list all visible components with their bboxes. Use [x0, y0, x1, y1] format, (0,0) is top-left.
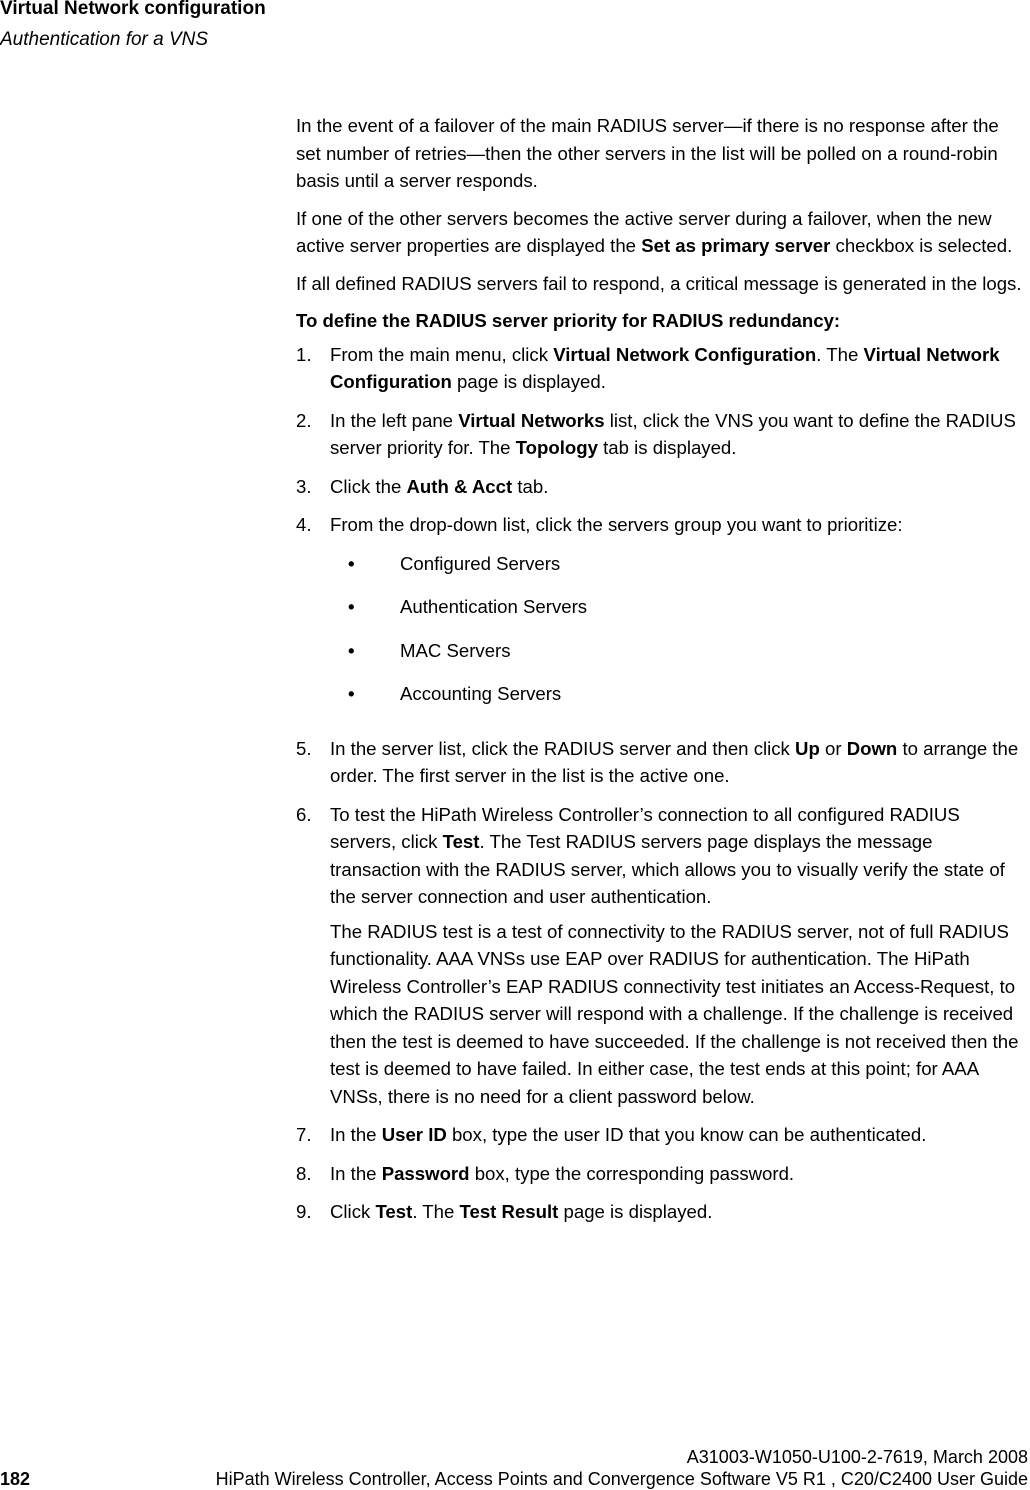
page-number: 182	[0, 1469, 31, 1489]
step-6: 6. To test the HiPath Wireless Controller’s connection to all configured RADIUS servers, click Test. The Test RADIUS servers page displays the message transaction with the RADIUS server, which allows you to visually verify the state of the server connection and user authentication. The RADIUS test is a test of connectivity to the RADIUS server, not of full RADIUS functionality. AAA VNSs use EAP over RADIUS for authentication. The HiPath Wireless Controller’s EAP RADIUS connectivity test initiates an Access-Request, to which the RADIUS server will respond with a challenge. If the challenge is received then the test is deemed to have succeeded. If the challenge is not received then the test is deemed to have failed. In either case, the test ends at this point; for AAA VNSs, there is no need for a client password below.	[296, 801, 1028, 1111]
footer-doc-number: A31003-W1050-U100-2-7619, March 2008	[686, 1447, 1028, 1467]
bullet-icon: •	[348, 552, 355, 574]
paragraph-failover: In the event of a failover of the main RADIUS server—if there is no response after the set number of retries—then the other servers in the list will be polled on a round-robin basis until a server responds.	[296, 115, 999, 191]
ui-term-set-as-primary-server: Set as primary server	[641, 235, 831, 256]
running-header-subtitle: Authentication for a VNS	[0, 29, 209, 50]
step-7: 7. In the User ID box, type the user ID that you know can be authenticated.	[296, 1121, 1028, 1149]
step-number: 2.	[296, 409, 312, 431]
step-number: 7.	[296, 1124, 312, 1145]
step-number: 9.	[296, 1201, 312, 1222]
procedure-steps	[296, 341, 1028, 1226]
step-3: 3. Click the Auth & Acct tab.	[296, 473, 1028, 501]
page-content	[296, 112, 1028, 1237]
paragraph-primary-server: If one of the other servers becomes the active server during a failover, when the new active server properties are displayed the Set as primary server checkbox is selected.	[296, 207, 1013, 256]
step-number: 5.	[296, 737, 312, 759]
step-number: 1.	[296, 343, 312, 365]
bullet-icon: •	[348, 683, 355, 704]
step-1: 1. From the main menu, click Virtual Network Configuration. The Virtual Network Configuration page is displayed.	[296, 341, 1028, 396]
step-8: 8. In the Password box, type the corresponding password.	[296, 1160, 1028, 1188]
list-item: • MAC Servers	[330, 637, 1028, 681]
step-2: 2. In the left pane Virtual Networks list, click the VNS you want to define the RADIUS server priority for. The Topology tab is displayed.	[296, 407, 1028, 462]
step-4: 4. From the drop-down list, click the servers group you want to prioritize: • Configured Servers • Authentication Servers • MAC Servers • Accounting Servers	[296, 511, 1028, 724]
paragraph-critical-message: If all defined RADIUS servers fail to respond, a critical message is generated in the logs.	[296, 272, 1022, 294]
step-number: 4.	[296, 514, 312, 535]
list-item: • Configured Servers	[330, 550, 1028, 594]
step-9: 9. Click Test. The Test Result page is displayed.	[296, 1198, 1028, 1226]
radius-test-note: The RADIUS test is a test of connectivity to the RADIUS server, not of full RADIUS functionality. AAA VNSs use EAP over RADIUS for authentication. The HiPath Wireless Controller’s EAP RADIUS connectivity test initiates an Access-Request, to which the RADIUS server will respond with a challenge. If the challenge is received then the test is deemed to have succeeded. If the challenge is not received then the test is deemed to have failed. In either case, the test ends at this point; for AAA VNSs, there is no need for a client password below.	[330, 920, 1019, 1107]
running-header-title: Virtual Network configuration	[0, 0, 266, 19]
list-item: • Authentication Servers	[330, 593, 1028, 637]
step-number: 6.	[296, 803, 312, 825]
list-item: • Accounting Servers	[330, 680, 1028, 724]
procedure-title: To define the RADIUS server priority for RADIUS redundancy:	[296, 310, 841, 331]
step-number: 8.	[296, 1162, 312, 1184]
bullet-icon: •	[348, 639, 355, 661]
step-5: 5. In the server list, click the RADIUS server and then click Up or Down to arrange the order. The first server in the list is the active one.	[296, 735, 1028, 790]
step-number: 3.	[296, 475, 312, 497]
footer-document-title: HiPath Wireless Controller, Access Points and Convergence Software V5 R1 , C20/C2400 User Guide	[215, 1469, 1028, 1489]
server-group-options	[330, 550, 1028, 724]
bullet-icon: •	[348, 596, 355, 617]
